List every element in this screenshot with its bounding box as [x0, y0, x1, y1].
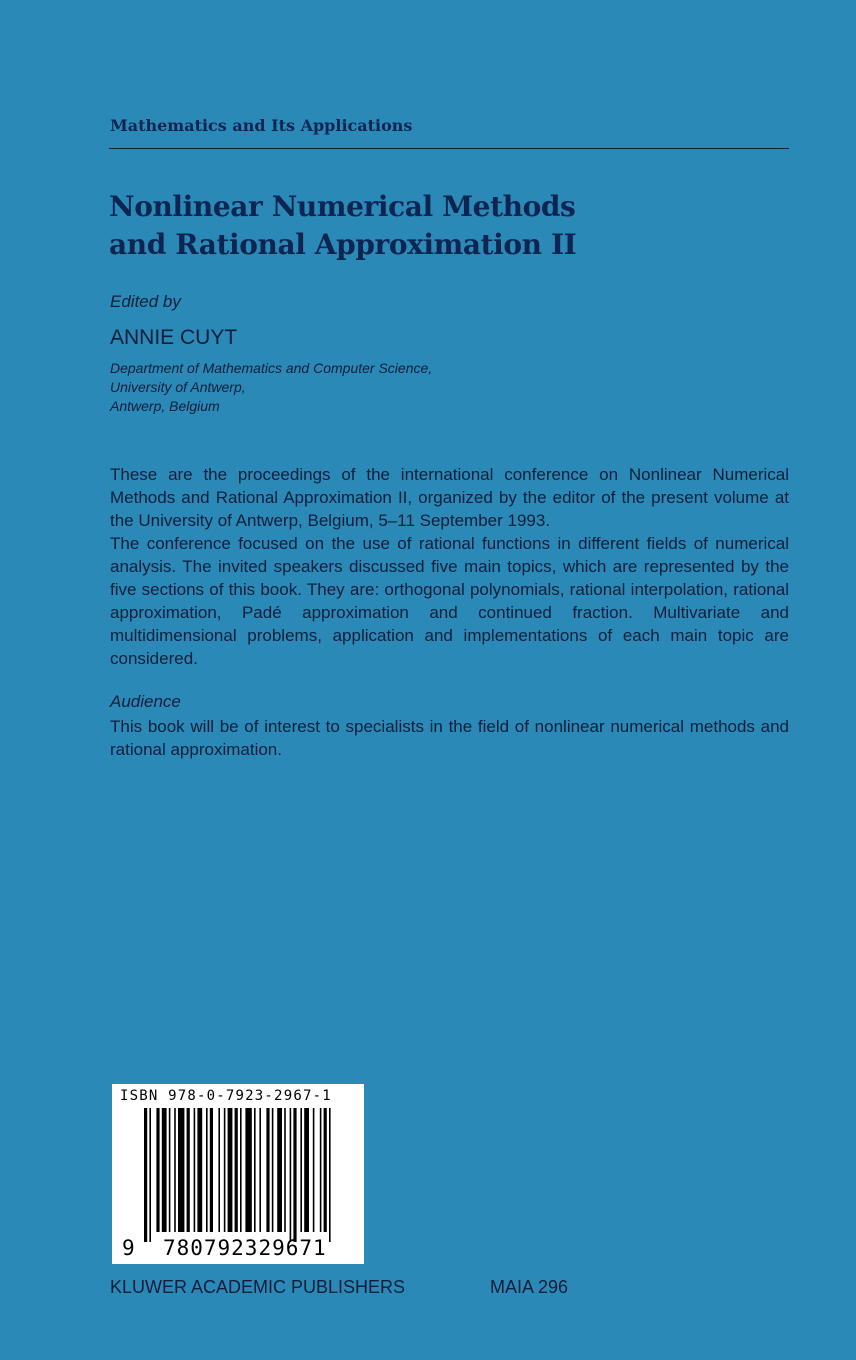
series-name: Mathematics and Its Applications [110, 116, 413, 135]
affiliation-line-3: Antwerp, Belgium [110, 398, 220, 414]
affiliation-line-2: University of Antwerp, [110, 379, 246, 395]
book-description [110, 463, 789, 670]
book-title-line-1: Nonlinear Numerical Methods [109, 190, 576, 223]
ean-remaining-digits: 780792329671 [162, 1236, 327, 1260]
isbn-number: ISBN 978-0-7923-2967-1 [120, 1088, 332, 1104]
description-paragraph-1: These are the proceedings of the international conference on Nonlinear Numerical Methods and Rational Approximation II, organized by the editor of the present volume at the University of Antwerp, Belgium, 5–11 September 1993. [110, 465, 789, 530]
audience-text: This book will be of interest to specialists in the field of nonlinear numerical methods and rational approximation. [110, 717, 789, 759]
header-divider [109, 148, 789, 149]
ean-first-digit: 9 [122, 1236, 136, 1260]
editor-name: ANNIE CUYT [110, 326, 238, 349]
edited-by-label: Edited by [110, 292, 181, 311]
isbn-barcode [112, 1084, 364, 1264]
publisher-name: KLUWER ACADEMIC PUBLISHERS [110, 1277, 406, 1297]
affiliation-line-1: Department of Mathematics and Computer Science, [110, 360, 433, 376]
description-paragraph-2: The conference focused on the use of rational functions in different fields of numerical analysis. The invited speakers discussed five main topics, which are represented by the five sections of this book. They are: orthogonal polynomials, rational interpolation, rational approximation, Padé approximation and continued fraction. Multivariate and multidimensional problems, application and implementations of each main topic are considered. [110, 534, 789, 668]
ean-digits [122, 1236, 327, 1260]
book-title-line-2: and Rational Approximation II [109, 228, 577, 261]
audience-heading: Audience [110, 692, 181, 711]
series-code: MAIA 296 [490, 1277, 569, 1297]
editor-affiliation [110, 359, 432, 416]
book-title [109, 188, 789, 264]
